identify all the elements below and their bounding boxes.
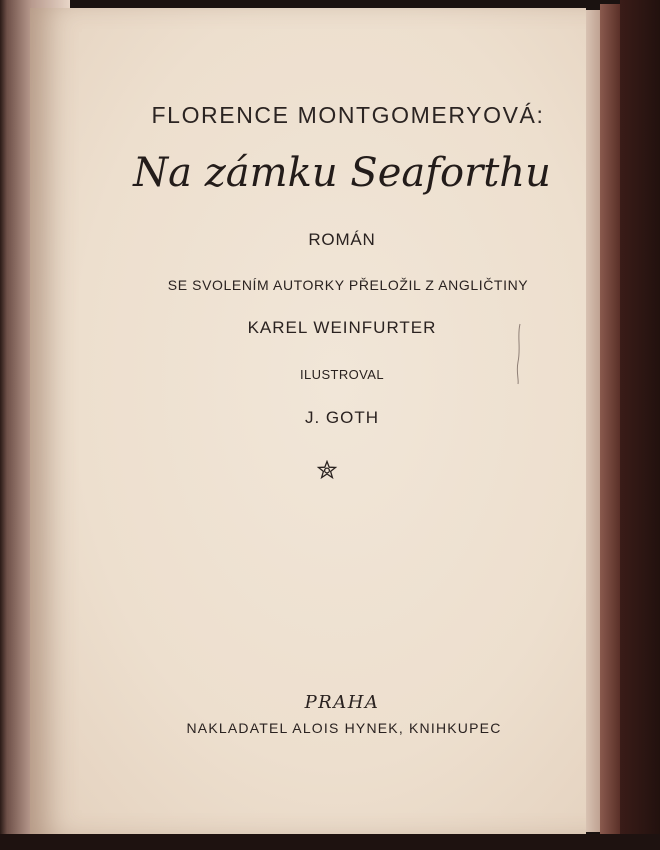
book-bottom-edge	[0, 834, 660, 850]
illustration-label: ILUSTROVAL	[300, 367, 384, 382]
translator-name: KAREL WEINFURTER	[247, 318, 437, 337]
genre-label: ROMÁN	[308, 230, 376, 249]
translation-note: SE SVOLENÍM AUTORKY PŘELOŽIL Z ANGLIČTINY	[167, 277, 529, 293]
publisher-line: NAKLADATEL ALOIS HYNEK, KNIHKUPEC	[186, 720, 502, 736]
illustrator-name: J. GOTH	[304, 408, 380, 427]
pencil-mark	[514, 322, 524, 386]
star-flower-ornament-icon	[316, 460, 338, 482]
book-title: Na zámku Seaforthu	[133, 150, 551, 196]
publication-city: PRAHA	[304, 692, 380, 713]
author-name: FLORENCE MONTGOMERYOVÁ:	[151, 102, 545, 128]
